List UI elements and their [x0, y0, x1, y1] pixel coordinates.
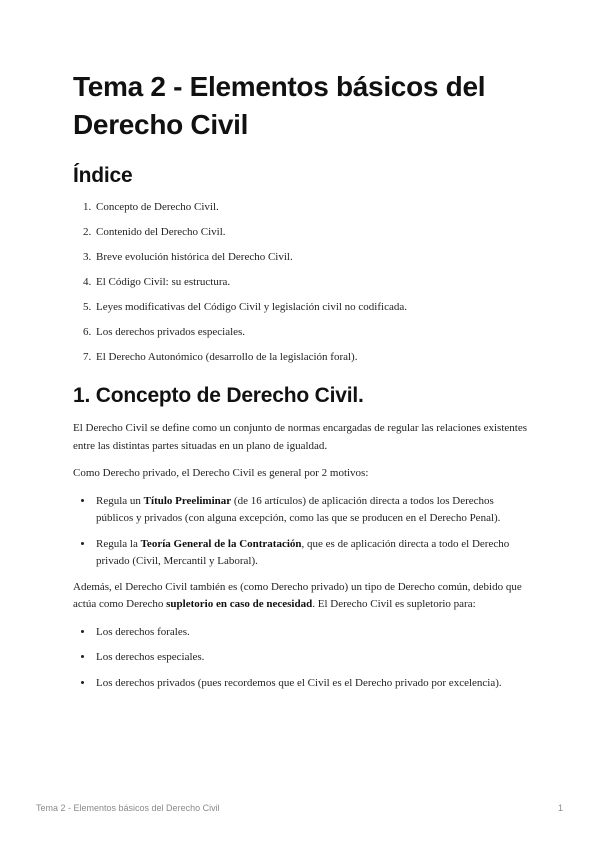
supletorio-paragraph — [73, 579, 533, 614]
list-item: • Los derechos forales. — [94, 624, 533, 642]
page-title: Tema 2 - Elementos básicos del Derecho Civil — [73, 71, 486, 140]
section-1-heading: 1. Concepto de Derecho Civil. — [73, 384, 364, 407]
list-item-emphasis: Teoría General de la Contratación — [140, 537, 302, 550]
index-item: 2. Contenido del Derecho Civil. — [94, 225, 533, 239]
index-heading: Índice — [73, 164, 133, 187]
list-item-text: Regula un — [96, 494, 144, 507]
list-item — [94, 493, 533, 528]
index-item: 5. Leyes modificativas del Código Civil y legislación civil no codificada. — [94, 300, 533, 314]
supletorio-list — [73, 624, 533, 693]
paragraph-emphasis: supletorio en caso de necesidad — [166, 598, 313, 610]
index-item: 3. Breve evolución histórica del Derecho Civil. — [94, 250, 533, 264]
paragraph-text: . El Derecho Civil es supletorio para: — [312, 598, 476, 610]
list-item: • Los derechos especiales. — [94, 649, 533, 667]
page-footer — [36, 803, 563, 813]
footer-title: Tema 2 - Elementos básicos del Derecho Civil — [36, 803, 220, 813]
list-item-text: (de 16 artículos) de aplicación directa a todos los Derechos públicos y privados (con alguna excepción, como las que se producen en el Derecho Penal). — [96, 494, 501, 524]
index-item: 6. Los derechos privados especiales. — [94, 325, 533, 339]
motivos-list — [73, 493, 533, 571]
list-item-text: , que es de aplicación directa a todo el Derecho privado (Civil, Mercantil y Laboral). — [96, 537, 510, 567]
list-item: • Los derechos privados (pues recordemos que el Civil es el Derecho privado por excelencia). — [94, 675, 533, 693]
index-list — [73, 200, 533, 364]
document-page — [73, 68, 533, 700]
index-item: 7. El Derecho Autonómico (desarrollo de la legislación foral). — [94, 350, 533, 364]
page-number: 1 — [557, 803, 563, 813]
list-item — [94, 536, 533, 571]
list-item-text: Regula la — [96, 537, 141, 550]
motivos-intro-paragraph: Como Derecho privado, el Derecho Civil es general por 2 motivos: — [73, 467, 369, 479]
definition-paragraph: El Derecho Civil se define como un conjunto de normas encargadas de regular las relaciones existentes entre las distintas partes situadas en un plano de igualdad. — [73, 422, 527, 452]
index-item: 4. El Código Civil: su estructura. — [94, 275, 533, 289]
list-item-emphasis: Título Preeliminar — [143, 494, 232, 507]
index-item: 1. Concepto de Derecho Civil. — [94, 200, 533, 214]
paragraph-text: Además, el Derecho Civil también es (como Derecho privado) un tipo de Derecho común, debido que actúa como Derecho — [73, 580, 522, 610]
